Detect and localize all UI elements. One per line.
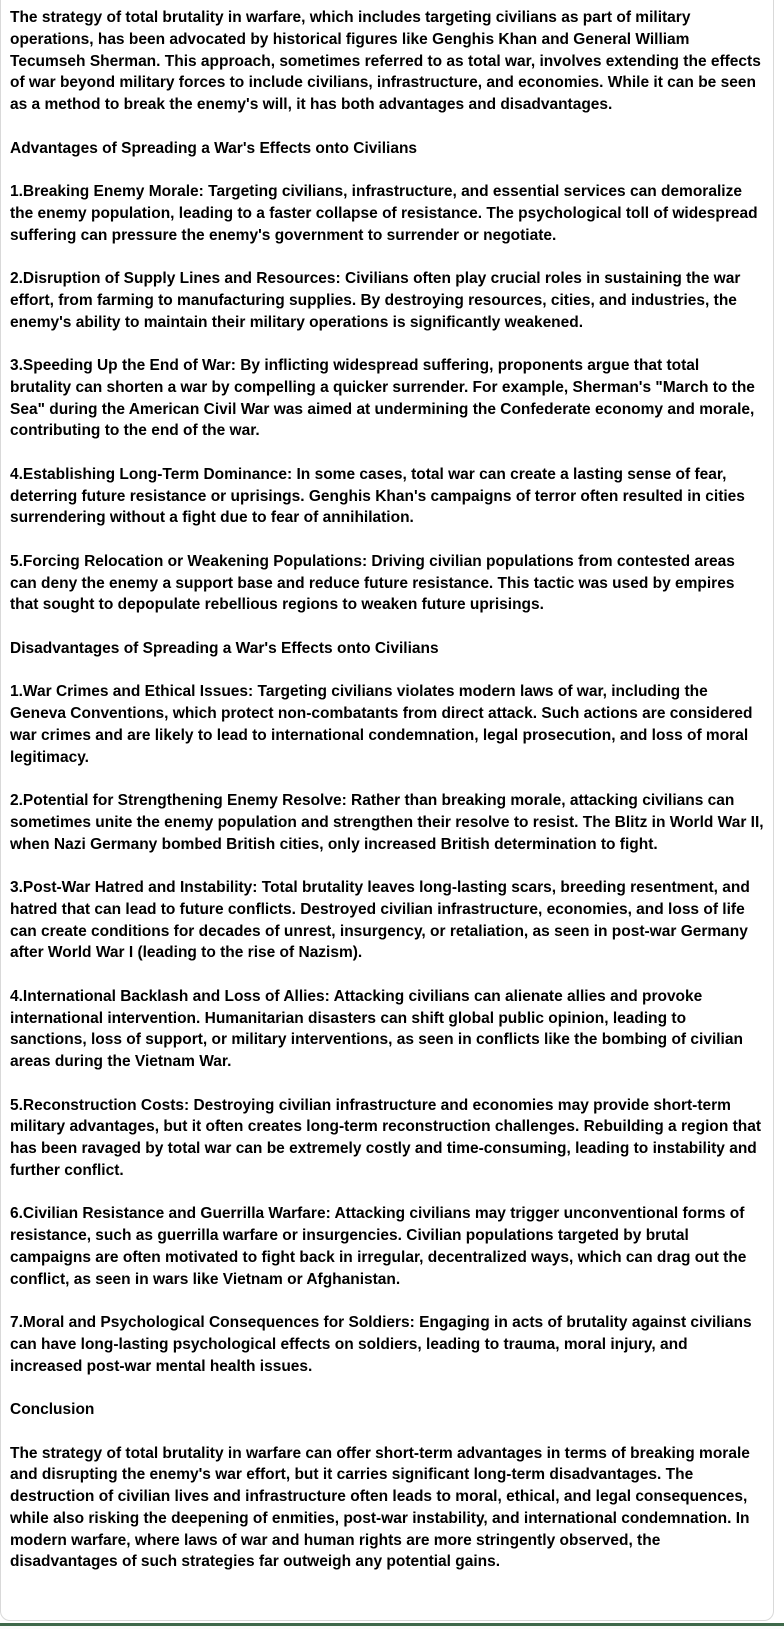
disadvantage-item-7: 7.Moral and Psychological Consequences for Soldiers: Engaging in acts of brutality against civilians can have long-lasting psychological effects on soldiers, leading to trauma, moral injury, and increased post-war mental health issues. — [10, 1314, 752, 1375]
advantage-item-3: 3.Speeding Up the End of War: By inflicting widespread suffering, proponents argue that total brutality can shorten a war by compelling a quicker surrender. For example, Sherman's "March to the Sea" during the American Civil War was aimed at undermining the Confederate economy and morale, contributing to the end of the war. — [10, 357, 755, 440]
disadvantage-item-2: 2.Potential for Strengthening Enemy Resolve: Rather than breaking morale, attacking civilians can sometimes unite the enemy population and strengthen their resolve to resist. The Blitz in World War II, when Nazi Germany bombed British cities, only increased British determination to fight. — [10, 792, 764, 853]
essay-document — [10, 7, 764, 1573]
conclusion-heading: Conclusion — [10, 1401, 95, 1418]
disadvantage-item-5: 5.Reconstruction Costs: Destroying civilian infrastructure and economies may provide short-term military advantages, but it often creates long-term reconstruction challenges. Rebuilding a region that has been ravaged by total war can be extremely costly and time-consuming, leading to instability and further conflict. — [10, 1096, 762, 1179]
disadvantages-heading: Disadvantages of Spreading a War's Effects onto Civilians — [10, 639, 439, 657]
disadvantage-item-1: 1.War Crimes and Ethical Issues: Targeting civilians violates modern laws of war, including the Geneva Conventions, which protect non-combatants from direct attack. Such actions are considered war crimes and are likely to lead to international condemnation, legal prosecution, and loss of moral legitimacy. — [10, 683, 753, 766]
advantage-item-5: 5.Forcing Relocation or Weakening Populations: Driving civilian populations from contested areas can deny the enemy a support base and reduce future resistance. This tactic was used by empires that sought to depopulate rebellious regions to weaken future uprisings. — [10, 552, 735, 614]
disadvantage-item-4: 4.International Backlash and Loss of Allies: Attacking civilians can alienate allies and provoke international intervention. Humanitarian disasters can shift global public opinion, leading to sanctions, loss of support, or military interventions, as seen in conflicts like the bombing of civilian areas during the Vietnam War. — [10, 987, 743, 1070]
advantage-item-4: 4.Establishing Long-Term Dominance: In some cases, total war can create a lasting sense of fear, deterring future resistance or uprisings. Genghis Khan's campaigns of terror often resulted in cities surrendering without a fight due to fear of annihilation. — [10, 465, 745, 527]
disadvantage-item-6: 6.Civilian Resistance and Guerrilla Warfare: Attacking civilians may trigger unconventional forms of resistance, such as guerrilla warfare or insurgencies. Civilian populations targeted by brutal campaigns are often motivated to fight back in irregular, decentralized ways, which can drag out the conflict, as seen in wars like Vietnam or Afghanistan. — [10, 1205, 747, 1288]
advantage-item-1: 1.Breaking Enemy Morale: Targeting civilians, infrastructure, and essential services can demoralize the enemy population, leading to a faster collapse of resistance. The psychological toll of widespread suffering can pressure the enemy's government to surrender or negotiate. — [10, 183, 758, 244]
advantages-heading: Advantages of Spreading a War's Effects onto Civilians — [10, 139, 418, 157]
intro-paragraph: The strategy of total brutality in warfare, which includes targeting civilians as part of military operations, has been advocated by historical figures like Genghis Khan and General William Tecumseh Sherman. This approach, sometimes referred to as total war, involves extending the effects of war beyond military forces to include civilians, infrastructure, and economies. While it can be seen as a method to break the enemy's will, it has both advantages and disadvantages. — [10, 9, 761, 113]
conclusion-paragraph: The strategy of total brutality in warfare can offer short-term advantages in terms of breaking morale and disrupting the enemy's war effort, but it carries significant long-term disadvantages. The destruction of civilian lives and infrastructure often leads to moral, ethical, and legal consequences, while also risking the deepening of enmities, post-war instability, and international condemnation. In modern warfare, where laws of war and human rights are more stringently observed, the disadvantages of such strategies far outweigh any potential gains. — [10, 1444, 750, 1571]
disadvantage-item-3: 3.Post-War Hatred and Instability: Total brutality leaves long-lasting scars, breeding resentment, and hatred that can lead to future conflicts. Destroyed civilian infrastructure, economies, and loss of life can create conditions for decades of unrest, insurgency, or retaliation, as seen in post-war Germany after World War I (leading to the rise of Nazism). — [10, 879, 750, 962]
advantage-item-2: 2.Disruption of Supply Lines and Resources: Civilians often play crucial roles in sustaining the war effort, from farming to manufacturing supplies. By destroying resources, cities, and industries, the enemy's ability to maintain their military operations is significantly weakened. — [10, 270, 741, 331]
